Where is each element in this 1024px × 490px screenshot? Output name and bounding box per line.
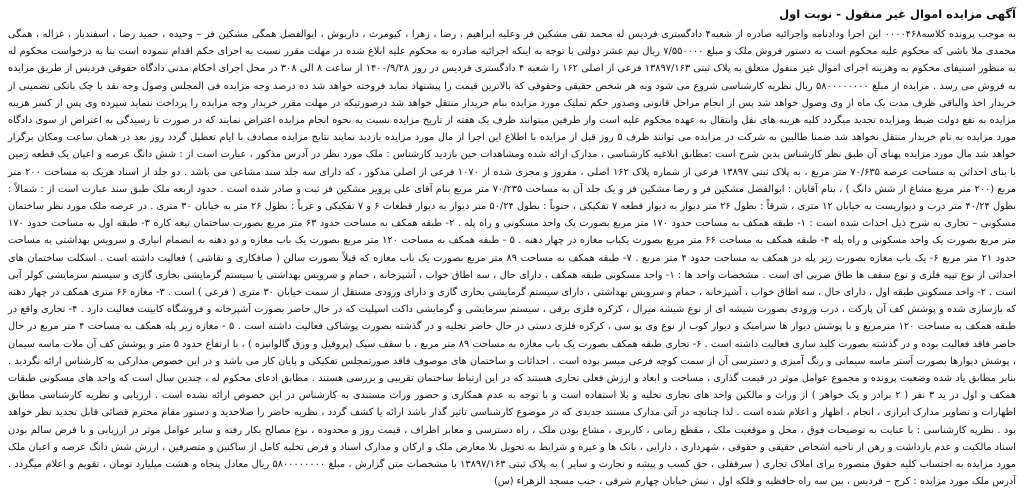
notice-title: آگهی مزایده اموال غیر منقول - نوبت اول xyxy=(779,7,1016,21)
notice-body: به موجب پرونده کلاسه۰۰۰۰۴۶۸ این اجرا ودادنامه واجرائیه صادره از شعبه۴ دادگستری فردیس له محمد تقی مشکین فر وعلیه ابراهیم ، رضا ، زهرا ، کیومرث ، داریوش ، ابوالفضل همگی مشکین فر – وحیده ، حمید رضا ، اسفندیار ، غزاله ، همگی محمدی ملا باشی که محکوم علیه محکوم است به دستور فروش ملک و مبلغ ۷/۵۵۰۰۰۰ ریال نیم عشر دولتی با توجه به اینکه اجرائیه صادره به محکوم علیه ابلاغ شده در مهلت مقرر نسبت به اجرای حکم اقدام ننموده است بنا به درخواست محکوم له به منظور استیفای محکوم به وهزینه اجرای اموال غیر منقول متعلق به پلاک ثبتی ۱۳۸۹۷/۱۶۳ فرعی از اصلی ۱۶۲ را شعبه ۴ دادگستری فردیس در روز ۱۴۰۰/۹/۲۸ از ساعت ۸ الی ۳۰۸ در محل اجرای احکام مدنی دادگاه حقوقی فردیس از طریق مزایده به فروش می رسد . مزایده از مبلغ ۵۸۰۰۰۰۰۰۰۰ ریال نظریه کارشناسی شروع می شود وبه هر شخص حقیقی وحقوقی که بالاترین قیمت را پیشنهاد نماید فروخته خواهد شد ده درصد وجه مزایده فی المجلس وصول وجه نقد یا چک بانکی تضمینی از خریدار اخذ والباقی ظرف مدت یک ماه از وی وصول خواهد شد پس از انجام مراحل قانونی وصدور حکم تملیک مورد مزایده بنام خریدار منتقل خواهد شد درصورتیکه در مهلت مقرر خریدار وجه مزایده را پرداخت ننماید سپرده وی پس از کسر هزینه مزایده به نفع دولت ضبط ومزایده تجدید میگردد کلیه هزینه های نقل وانتقال به عهده محکوم علیه است وار طرفین میتوانند ظرف یک هفته از تاریخ مزایده نسبت به نحوه انجام مزایده اعتراض نمایند که در صورت تا رسیدگی به اعتراض از سوی دادگاه مورد مزایده به نام خریدار منتقل نخواهد شد ضمنا طالبین به شرکت در مزایده می توانند ظرف ۵ روز قبل از مزایده با اطلاع این اجرا از مال مورد مزایده بازدید نمایند نتایج مزایده مصادف با ایام تعطیل گردد روز بعد در همان ساعت ومکان برگزار خواهد شد مال مورد مزایده پهنای آن طبق نظر کارشناس بدین شرح است :مطابق ابلاغیه کارشناسی ، مدارک ارائه شده ومشاهدات حین بازدید کارشناس : ملک مورد نظر در آدرس مذکور ، عبارت است از : شش دانگ عرصه و اعیان یک قطعه زمین با بنای احداثی به مساحت عرصه ۷۰/۶۳۵ متر مربع ، به پلاک ثبتی ۱۳۸۹۷ فرعی از شماره پلاک ۱۶۲ اصلی ، مفروز و مجزی شده از ۱۰۷۰ فرعی از اصلی مذکور ، که دارای سه جلد سند مشاعی می باشد . دو جلد از اسناد هریک به مساحت ۲۰۰ متر مربع (۲۰۰ متر مربع مشاع از شش دانگ ) ، بنام آقایان : ابوالفضل مشکین فر و رضا مشکین فر و یک جلد آن به مساحت ۷۰/۲۳۵ متر مربع بنام آقای علی پرویز مشکین فر ثبت و صادر شده است . حدود اربعه ملک طبق سند عبارت است از : شمالاً : بطول ۴۰/۲۴ متر درب و دیواریست به خیابان ۱۲ متری ، شرقاً : بطول ۲۶ متر دیوار به دیوار قطعه ۷ تفکیکی ، جنوباً : بطول ۵۰/۲۴ متر دیوار به دیوار قطعات ۶ و ۷ تفکیکی و غرباً : بطول ۲۶ متر به خیابان ۳۰ متری . در عرصه ملک مورد نظر ساختمان مسکونی – تجاری به شرح ذیل احداث شده است : ۱- طبقه همکف به مساحت حدود ۱۷۰ متر مربع بصورت یک واحد مسکونی و راه پله . ۲- طبقه همکف به مساحت حدود ۶۳ متر مربع بصورت ساختمان تیغه کاره ۳- طبقه اول به مساحت حدود ۱۷۰ متر مربع بصورت یک واحد مسکونی و راه پله ۴- طبقه همکف به مساحت ۶۶ متر مربع بصورت یکباب مغازه در چهار دهنه . ۵ - طبقه همکف به مساحت ۱۲۰ متر مربع بصورت یک باب مغازه و دو دهنه به انضمام انباری و سرویس بهداشتی به مساحت حدود ۲۱ متر مربع ۶- یک باب مغازه بصورت زیر پله در همکف به مساحت حدود ۴ متر مربع . ۷- طبقه همکف به مساحت ۸۹ متر مربع بصورت یک باب مغازه که قبلاً بصورت سالن ( صافکاری و نقاشی ) فعالیت داشته است . اسکلت ساختمان های احداثی از نوع تیپه فلزی و نوع سقف ها طاق ضربی ای است . مشخصات واحد ها : ۱- واحد مسکونی طبقه همکف ، دارای حال ، سه اطاق خواب ، آشپزخانه ، حمام و سرویس بهداشتی یا سیستم گرمایشی بخاری گازی و سیستم سرمایشی کولر آبی است . ۲- واحد مسکونی طبقه اول ، دارای حال ، سه اطاق خواب ، آشپزخانه ، حمام و سرویس بهداشتی ، دارای سیستم گرمایشی بخاری گازی و دارای ورودی مستقل از سمت خیابان ۳۰ متری ( فرعی ) است . ۳- مغازه ۶۶ متری همکف در چهار دهنه که بازسازی شده و پوشش کف آن پارکت ، درب ورودی بصورت شیشه ای از نوع شیشه میرال ، کرکره فلزی برقی ، سیستم سرمایشی و گرمایشی داکت اسپلیت که در حال حاضر بصورت آشپزخانه و فروشگاه کابینت فعالیت دارد . ۴- تجاری واقع در طبقه همکف به مساحت ۱۲۰ مترمربع و با پوشش دیوار ها سرامیک و دیوار کوب از نوع وی یو سی ، کرکره فلزی دستی در حال حاضر تخلیه و در گذشته بصورت پوشاکی فعالیت داشته است . ۵ - مغازه زیر پله همکف به مساحت ۴ متر مربع در حال حاضر فاقد فعالیت بوده و در گذشته بصورت کلید سازی فعالیت داشته است . ۶- تجاری طبقه همکف بصورت یک باب مغازه به مساحت ۸۹ متر مربع ، با سقف سبک (پروفیل و ورق گالوانیزه ) ، با ارتفاع حدود ۵ متر و پوشش کف آن ملات ماسه سیمان ، پوشش دیوارها بصورت آستر ماسه سیمانی و رنگ آمیزی و دسترسی آن از سمت کوچه فرعی میسر بوده است . احداثات و ساختمان های موصوف فاقد صورتمجلس تفکیکی و پایان کار می باشد و در این خصوص مدارکی به کارشناس ارائه نگردید . بنابر مطابق یاد شده وضعیت پرونده و مجموع عوامل موثر در قیمت گذاری ، مساحت و ابعاد و ارزش فعلی تجاری هستند که در این ارتباط ساختمان تقریبی و بررسی هستند . مطابق ادعای محکوم له ، چندین سال است که واحد های مسکونی طبقات همکف و اول در ید ۳ نفر ( ۲ برادر و یک خواهر ) از وراث و مالکین واحد های تجاری تخلیه و بلا استفاده است و با توجه به عدم همکاری و حضور وراث مستندی به کارشناس در این خصوص ارائه نشده است . ارزیابی و نظریه کارشناسی مطابق اظهارات و تصاویر مدارک ابرازی ، انجام ، اظهار و اعلام شده است . لذا چنانچه در آتی مدارک مستند جدیدی که در موضوع کارشناسی تاثیر گذار باشد ارائه یا کشف گردد ، نظریه حاضر را صلاحدید و دستور مقام محترم قضائی قابل تجدید نظر خواهد بود . نظریه کارشناسی : با عنایت به توضیحات فوق ، محل و موقعیت ملک ، مقطع زمانی ، کاربری ، مشاع بودن ملک ، راه دسترسی و معابر اطراف ، قیمت روز و محدوده ، نوع مصالح بکار رفته و سایر عوامل موثر در ارزیابی و با فرض سالم بودن اسناد مالکیت و عدم بازداشت و رهن از ناحیه اشخاص حقیقی و حقوقی ، شهرداری ، دارایی ، بانک ها و غیره و شرایط به تحویل بلا معارض ملک و ارکان و مدارک اسناد و فرض تخلیه کامل از ساکنین و متصرفین ، ارزش شش دانگ عرصه و اعیان ملک مورد مزایده به احتساب کلیه حقوق متصوره برای املاک تجاری ( سرقفلی ، حق کسب و پیشه و تجارت و سایر ) به پلاک ثبتی ۱۳۸۹۷/۱۶۳ با مشخصات متن گزارش ، مبلغ ۵۸۰۰۰۰۰۰۰۰ ریال معادل پنجاه و هشت میلیارد تومان ، تقویم و اعلام میگردد . آدرس ملک مورد مزایده : کرج – فردیس ، بین سه راه حافظیه و فلکه اول ، نبش خیابان چهارم شرقی ، جنب مسجد الزهراء (س) xyxy=(8,29,1017,488)
